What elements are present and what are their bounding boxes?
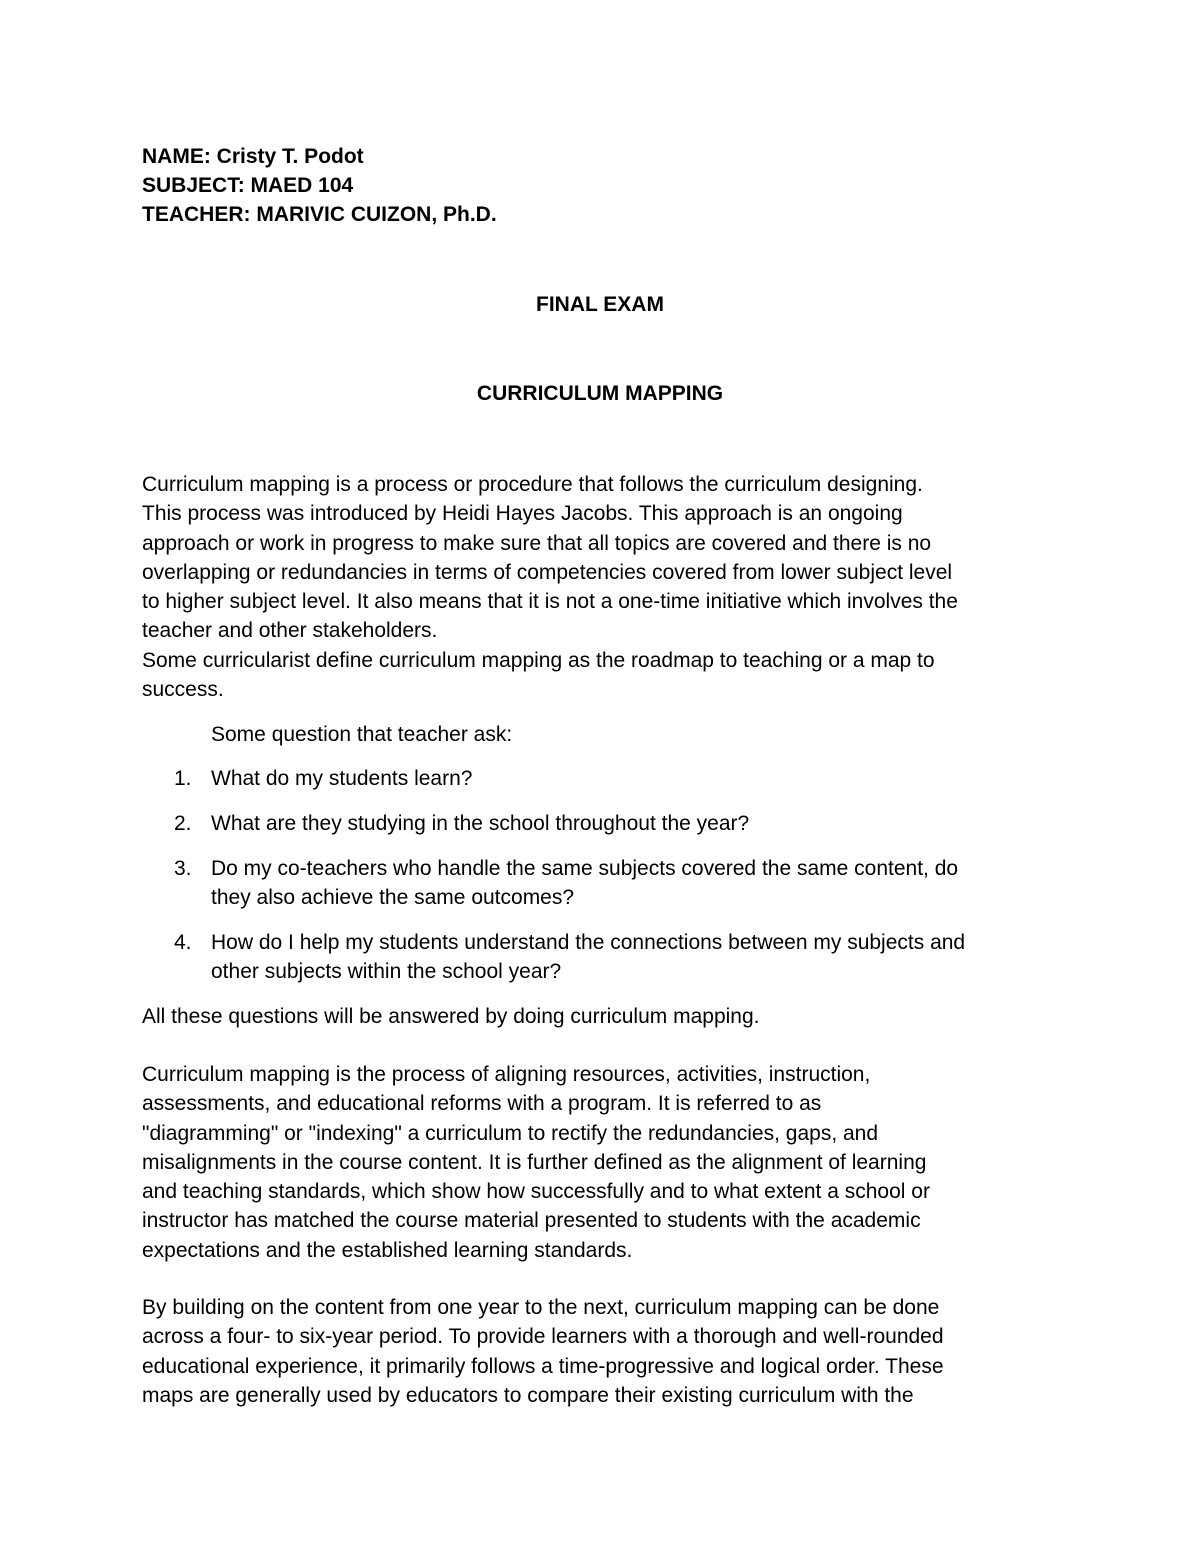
exam-title: FINAL EXAM xyxy=(536,293,664,316)
paragraph-line: assessments, and educational reforms with a program. It is referred to as xyxy=(142,1092,822,1116)
list-number: 3. xyxy=(174,857,192,880)
paragraph-line: overlapping or redundancies in terms of competencies covered from lower subject level xyxy=(142,560,953,584)
summary-sentence xyxy=(142,1002,1082,1031)
paragraph-line: This process was introduced by Heidi Hayes Jacobs. This approach is an ongoing xyxy=(142,502,903,526)
paragraph-line: expectations and the established learning standards. xyxy=(142,1238,633,1262)
paragraph-line: educational experience, it primarily follows a time-progressive and logical order. These xyxy=(142,1354,944,1378)
list-item xyxy=(142,764,1102,793)
list-item xyxy=(142,854,1102,912)
paragraph-definition xyxy=(142,1060,1082,1265)
subject-line: SUBJECT: MAED 104 xyxy=(142,174,354,197)
paragraph-line: and teaching standards, which show how successfully and to what extent a school or xyxy=(142,1180,930,1204)
paragraph-line: teacher and other stakeholders. xyxy=(142,619,438,643)
list-number: 1. xyxy=(174,767,192,790)
list-item-text: What are they studying in the school throughout the year? xyxy=(211,812,750,835)
paragraph-line: By building on the content from one year to the next, curriculum mapping can be done xyxy=(142,1296,940,1319)
list-item-text: What do my students learn? xyxy=(211,767,473,790)
list-number: 4. xyxy=(174,931,192,954)
paragraph-line: approach or work in progress to make sure that all topics are covered and there is no xyxy=(142,531,932,555)
paragraph-line: maps are generally used by educators to compare their existing curriculum with the xyxy=(142,1383,914,1407)
paragraph-line: Curriculum mapping is a process or procedure that follows the curriculum designing. xyxy=(142,473,923,496)
list-item-text: How do I help my students understand the connections between my subjects and xyxy=(211,931,966,954)
paragraph-line: All these questions will be answered by doing curriculum mapping. xyxy=(142,1005,760,1028)
student-name: NAME: Cristy T. Podot xyxy=(142,145,364,168)
teacher-line: TEACHER: MARIVIC CUIZON, Ph.D. xyxy=(142,203,497,226)
paragraph-line: "diagramming" or "indexing" a curriculum to rectify the redundancies, gaps, and xyxy=(142,1121,879,1145)
paragraph-line: Curriculum mapping is the process of aligning resources, activities, instruction, xyxy=(142,1063,871,1086)
paragraph-line: across a four- to six-year period. To provide learners with a thorough and well-rounded xyxy=(142,1325,944,1349)
paragraph-line: Some curricularist define curriculum mapping as the roadmap to teaching or a map to xyxy=(142,648,935,672)
paragraph-line: misalignments in the course content. It is further defined as the alignment of learning xyxy=(142,1150,927,1174)
topic-title: CURRICULUM MAPPING xyxy=(476,382,724,405)
list-item xyxy=(142,809,1102,838)
paragraph-intro xyxy=(142,470,1082,704)
questions-intro: Some question that teacher ask: xyxy=(211,723,513,746)
list-item-text: Do my co-teachers who handle the same subjects covered the same content, do xyxy=(211,857,959,880)
list-item xyxy=(142,928,1102,986)
list-item-text: they also achieve the same outcomes? xyxy=(211,886,575,909)
paragraph-progression xyxy=(142,1293,1082,1410)
paragraph-line: instructor has matched the course material presented to students with the academic xyxy=(142,1209,921,1233)
paragraph-line: to higher subject level. It also means that it is not a one-time initiative which involves the xyxy=(142,590,958,614)
list-number: 2. xyxy=(174,812,192,835)
student-info-header xyxy=(142,142,497,229)
questions-list xyxy=(142,764,1102,1002)
paragraph-line: success. xyxy=(142,678,224,702)
list-item-text: other subjects within the school year? xyxy=(211,960,562,983)
